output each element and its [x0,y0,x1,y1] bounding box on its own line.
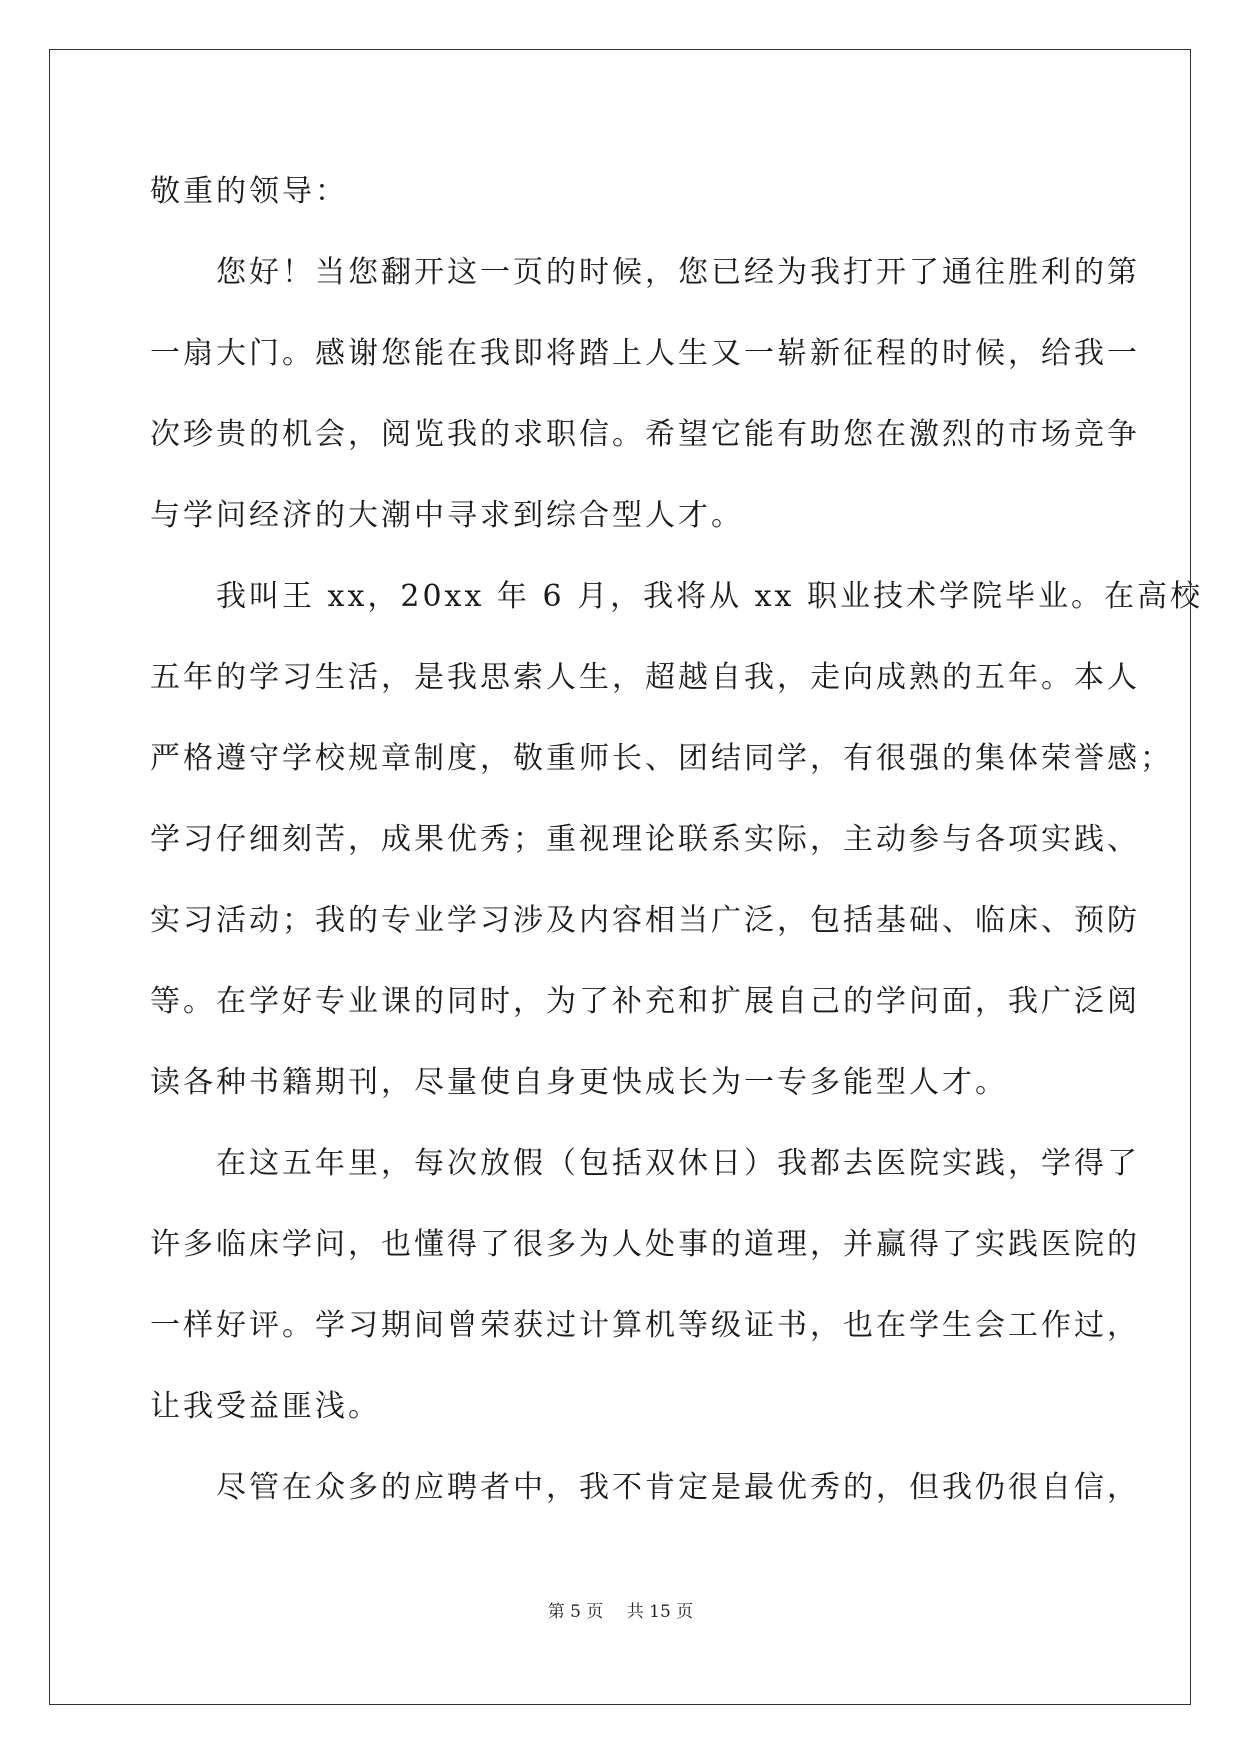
paragraph-3-line-1: 在这五年里，每次放假（包括双休日）我都去医院实践，学得了 [216,1146,1140,1181]
page-total: 共 15 页 [626,1602,694,1622]
paragraph-2-line-1: 我叫王 xx，20xx 年 6 月，我将从 xx 职业技术学院毕业。在高校 [216,579,1203,614]
paragraph-1-line-3: 次珍贵的机会，阅览我的求职信。希望它能有助您在激烈的市场竞争 [150,417,1140,452]
paragraph-1-line-4: 与学问经济的大潮中寻求到综合型人才。 [150,498,744,533]
letter-body [150,170,1203,1547]
paragraph-4-line-1: 尽管在众多的应聘者中，我不肯定是最优秀的，但我仍很自信， [216,1470,1140,1505]
paragraph-3-line-2: 许多临床学问，也懂得了很多为人处事的道理，并赢得了实践医院的 [150,1227,1140,1262]
paragraph-2-line-3: 严格遵守学校规章制度，敬重师长、团结同学，有很强的集体荣誉感； [150,741,1173,776]
paragraph-2-line-2: 五年的学习生活，是我思索人生，超越自我，走向成熟的五年。本人 [150,660,1140,695]
paragraph-1-line-2: 一扇大门。感谢您能在我即将踏上人生又一崭新征程的时候，给我一 [150,336,1140,371]
page-footer [0,1597,1241,1622]
paragraph-1-line-1: 您好！当您翻开这一页的时候，您已经为我打开了通往胜利的第 [216,255,1140,290]
paragraph-3-line-3: 一样好评。学习期间曾荣获过计算机等级证书，也在学生会工作过， [150,1308,1140,1343]
paragraph-2-line-6: 等。在学好专业课的同时，为了补充和扩展自己的学问面，我广泛阅 [150,984,1140,1019]
paragraph-3-line-4: 让我受益匪浅。 [150,1389,381,1424]
page-number: 第 5 页 [547,1602,604,1622]
paragraph-2-line-7: 读各种书籍期刊，尽量使自身更快成长为一专多能型人才。 [150,1065,1008,1100]
paragraph-2-line-4: 学习仔细刻苦，成果优秀；重视理论联系实际，主动参与各项实践、 [150,822,1140,857]
salutation: 敬重的领导： [150,174,348,209]
paragraph-2-line-5: 实习活动；我的专业学习涉及内容相当广泛，包括基础、临床、预防 [150,903,1140,938]
